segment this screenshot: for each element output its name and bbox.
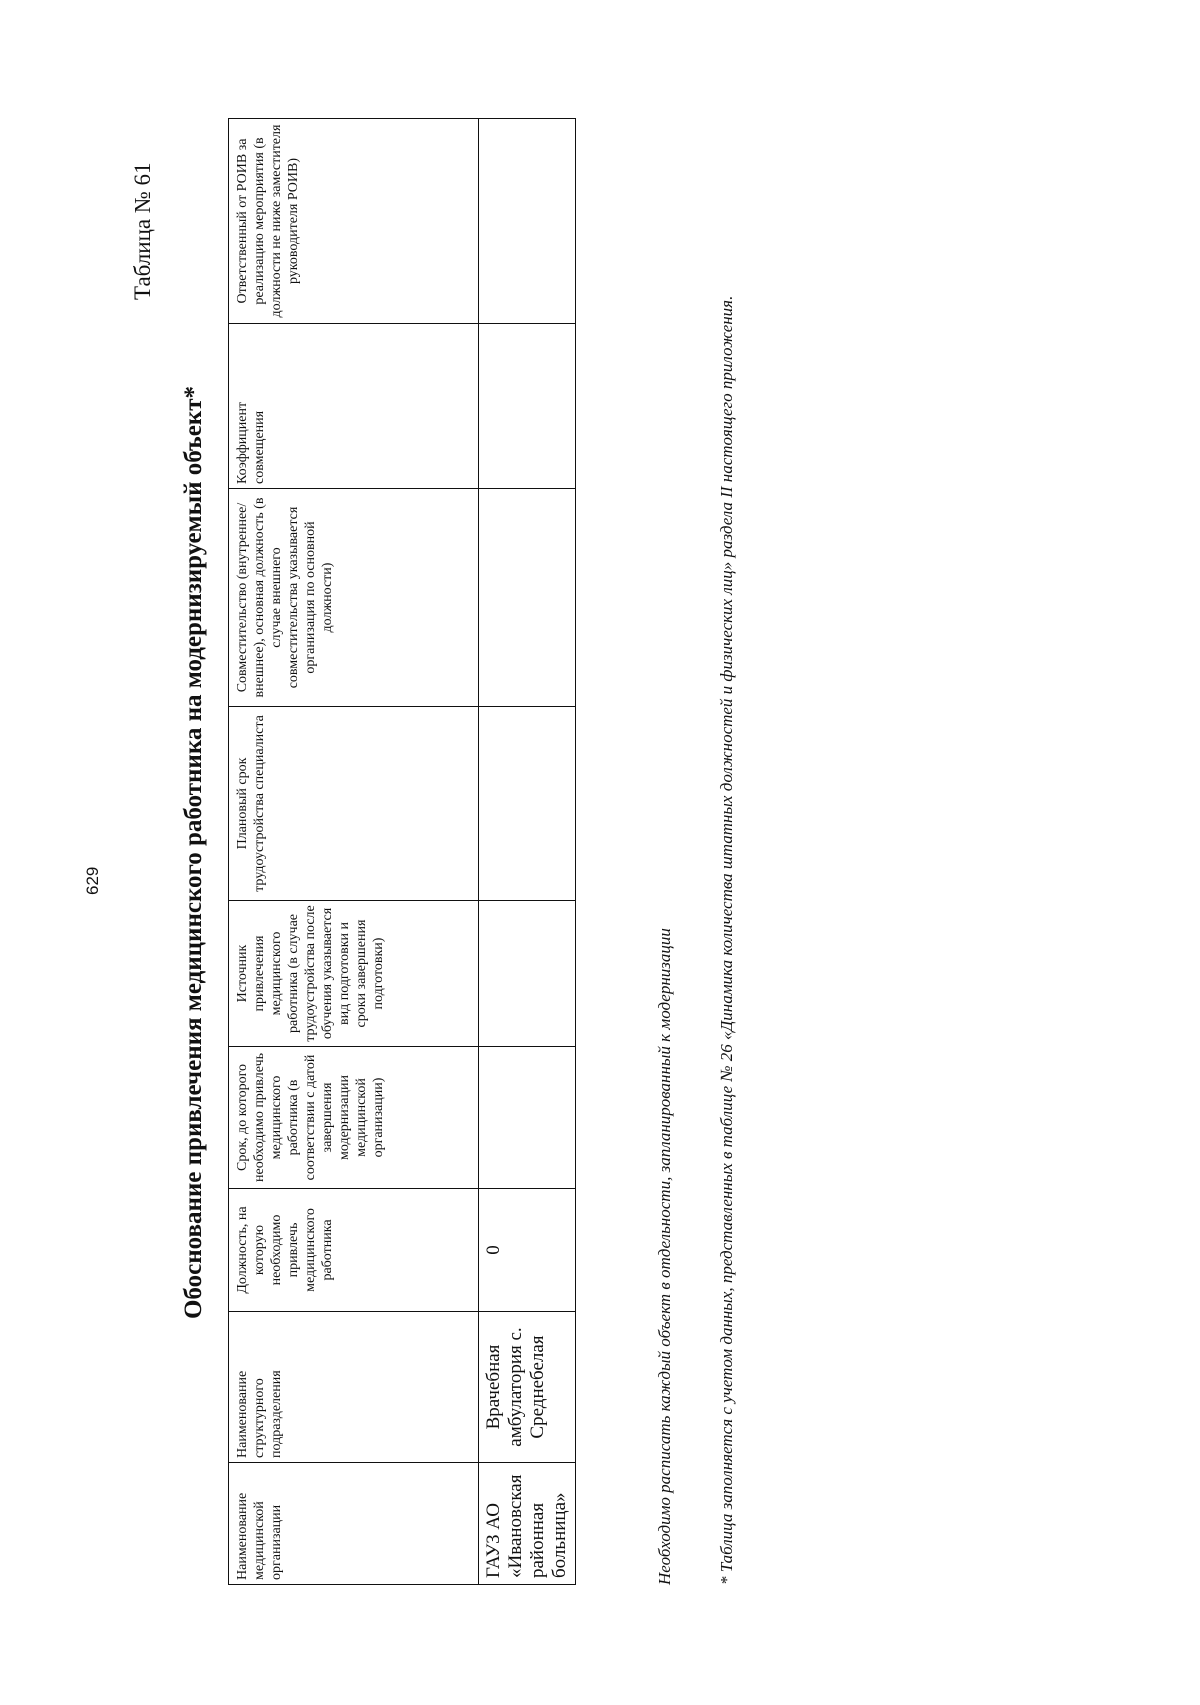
- table-row: [479, 119, 576, 1585]
- note-text: Необходимо расписать каждый объект в отдельности, запланированный к модернизации: [655, 928, 674, 1585]
- cell-responsible-official: [479, 119, 576, 324]
- header-recruitment-source: Источник привлечения медицинского работника (в случае трудоустройства после обучения указывается вид подготовки и сроки завершения подготовки): [229, 901, 479, 1047]
- cell-recruitment-source: [479, 901, 576, 1047]
- header-structural-unit: Наименование структурного подразделения: [229, 1312, 479, 1463]
- cell-structural-unit: Врачебная амбулатория с. Среднебелая: [479, 1312, 576, 1463]
- justification-table: [228, 118, 576, 1585]
- page-number: 629: [83, 866, 102, 895]
- cell-position: 0: [479, 1189, 576, 1312]
- header-organization-name: Наименование медицинской организации: [229, 1463, 479, 1585]
- header-deadline: Срок, до которого необходимо привлечь медицинского работника (в соответствии с датой завершения модернизации медицинской организации): [229, 1047, 479, 1189]
- cell-combination-coefficient: [479, 324, 576, 489]
- cell-organization-name: ГАУЗ АО «Ивановская районная больница»: [479, 1463, 576, 1585]
- header-responsible-official: Ответственный от РОИВ за реализацию мероприятия (в должности не ниже заместителя руководителя РОИВ): [229, 119, 479, 324]
- footnote-text: * Таблица заполняется с учетом данных, представленных в таблице № 26 «Динамика количества штатных должностей и физических лиц» раздела II настоящего приложения.: [717, 295, 736, 1585]
- header-planned-hire-date: Плановый срок трудоустройства специалиста: [229, 707, 479, 901]
- cell-deadline: [479, 1047, 576, 1189]
- cell-planned-hire-date: [479, 707, 576, 901]
- header-part-time-status: Совместительство (внутреннее/ внешнее), основная должность (в случае внешнего совместительства указывается организация по основной должности): [229, 489, 479, 707]
- table-header-row: [229, 119, 479, 1585]
- header-position: Должность, на которую необходимо привлечь медицинского работника: [229, 1189, 479, 1312]
- cell-part-time-status: [479, 489, 576, 707]
- table-number: Таблица № 61: [130, 162, 155, 300]
- header-combination-coefficient: Коэффициент совмещения: [229, 324, 479, 489]
- document-title: Обоснование привлечения медицинского работника на модернизируемый объект*: [180, 386, 207, 1320]
